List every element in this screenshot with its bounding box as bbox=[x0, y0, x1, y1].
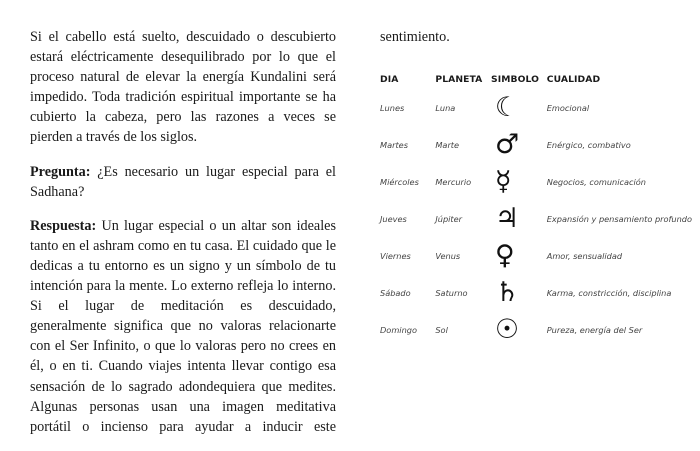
moon-symbol-icon: ☾ bbox=[495, 92, 520, 123]
row-planeta: Luna bbox=[435, 102, 456, 113]
row-planeta: Júpiter bbox=[435, 213, 463, 224]
row-dia: Jueves bbox=[380, 213, 407, 224]
sun-symbol-icon: ☉ bbox=[495, 314, 520, 345]
question-label: Pregunta: bbox=[30, 163, 91, 180]
row-cualidad: Expansión y pensamiento profundo bbox=[546, 213, 692, 224]
table-row bbox=[380, 274, 692, 311]
table-row bbox=[380, 89, 692, 126]
answer-text: Un lugar especial o un altar son ideales tanto en el ashram como en tu casa. El cuidado que le dedicas a tu entorno es un signo y un símbolo de tu intención para la mente. Lo externo refleja lo interno. Si el lugar de meditación es descuidado, generalmente significa que no valoras relacionarte con el Ser Infinito, o que lo valoras pero no crees en él, o en ti. Cuando viajes intenta llevar contigo esa sensación de lo sagrado adondequiera que medites. Algunas personas usan una imagen meditativa portátil o incienso para ayudar a inducir este bbox=[30, 217, 336, 435]
row-dia: Viernes bbox=[380, 250, 411, 261]
header-planeta: PLANETA bbox=[435, 73, 483, 85]
row-planeta: Venus bbox=[435, 250, 461, 261]
table-row bbox=[380, 237, 692, 274]
row-dia: Sábado bbox=[380, 287, 411, 298]
table-row bbox=[380, 311, 692, 348]
left-column bbox=[30, 27, 336, 451]
continuation-text: sentimiento. bbox=[380, 29, 450, 45]
header-cualidad: CUALIDAD bbox=[546, 73, 601, 85]
row-cualidad: Karma, constricción, disciplina bbox=[546, 287, 672, 298]
venus-symbol-icon: ♀ bbox=[495, 240, 515, 271]
row-cualidad: Pureza, energía del Ser bbox=[546, 324, 643, 335]
row-dia: Martes bbox=[380, 139, 408, 150]
row-planeta: Saturno bbox=[435, 287, 468, 298]
row-cualidad: Emocional bbox=[546, 102, 590, 113]
answer-label: Respuesta: bbox=[30, 217, 97, 234]
header-simbolo: SIMBOLO bbox=[491, 73, 540, 85]
right-column bbox=[380, 27, 692, 348]
question-paragraph bbox=[30, 162, 336, 202]
row-cualidad: Enérgico, combativo bbox=[546, 139, 631, 150]
header-dia: DIA bbox=[380, 73, 399, 85]
row-planeta: Sol bbox=[435, 324, 448, 335]
saturn-symbol-icon: ♄ bbox=[495, 277, 520, 308]
answer-paragraph bbox=[30, 216, 336, 437]
table-row bbox=[380, 200, 692, 237]
table-row bbox=[380, 126, 692, 163]
table-row bbox=[380, 163, 692, 200]
row-planeta: Marte bbox=[435, 139, 460, 150]
question-text: ¿Es necesario un lugar especial para el Sadhana? bbox=[30, 163, 336, 200]
row-cualidad: Negocios, comunicación bbox=[546, 176, 646, 187]
row-cualidad: Amor, sensualidad bbox=[546, 250, 623, 261]
table-header-row bbox=[380, 69, 692, 89]
mercury-symbol-icon: ☿ bbox=[495, 166, 512, 197]
jupiter-symbol-icon: ♃ bbox=[495, 203, 520, 234]
row-dia: Miércoles bbox=[380, 176, 419, 187]
row-dia: Lunes bbox=[380, 102, 405, 113]
paragraph-hair: Si el cabello está suelto, descuidado o descubierto estará eléctricamente desequilibrado por lo que el proceso natural de elevar la energía Kundalini será impedido. Toda tradición espiritual importante se ha cubierto la cabeza, pero las razones a veces se pierden a través de los siglos. bbox=[30, 29, 336, 146]
row-planeta: Mercurio bbox=[435, 176, 472, 187]
row-dia: Domingo bbox=[380, 324, 417, 335]
planet-day-table bbox=[380, 69, 692, 348]
mars-symbol-icon: ♂ bbox=[495, 129, 520, 160]
